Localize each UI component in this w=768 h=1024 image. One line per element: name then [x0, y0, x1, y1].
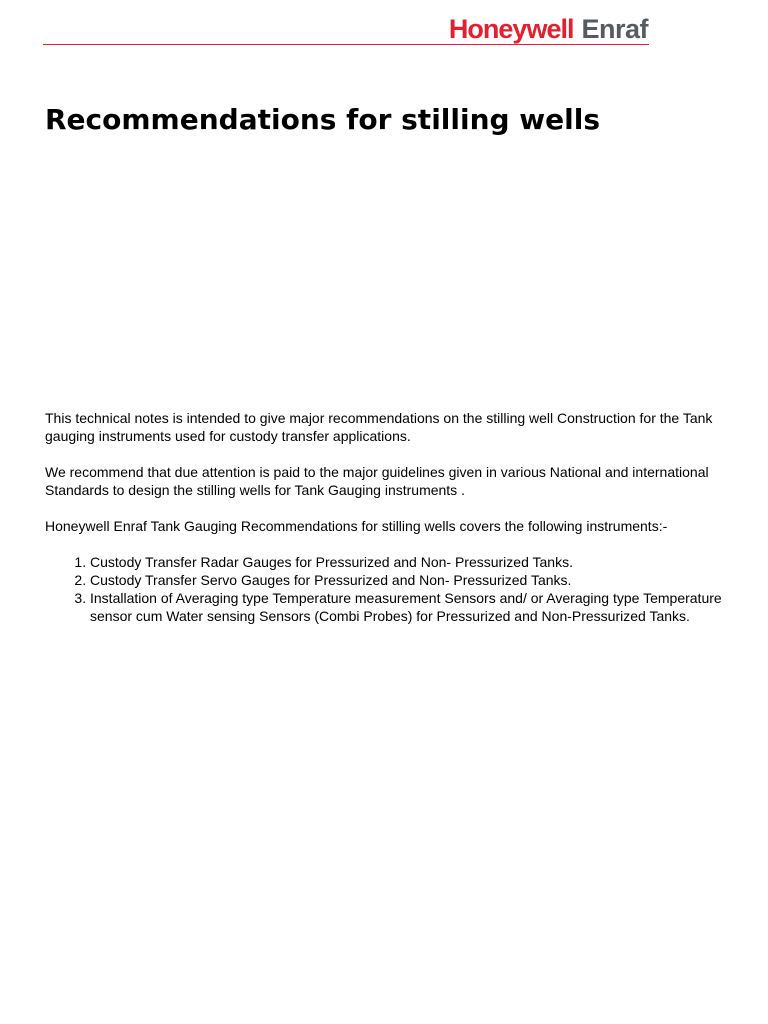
company-logo — [449, 14, 648, 44]
list-item: 3. Installation of Averaging type Temperature measurement Sensors and/ or Averaging type Temperature sensor cum Water sensing Sensors (Combi Probes) for Pressurized and Non-Pressurized Tanks. — [90, 589, 725, 625]
document-title: Recommendations for stilling wells — [45, 103, 601, 136]
logo-brand-text: Honeywell — [448, 14, 574, 44]
intro-paragraph: This technical notes is intended to give major recommendations on the stilling well Construction for the Tank gauging instruments used for custody transfer applications. — [45, 410, 713, 444]
list-item: 1. Custody Transfer Radar Gauges for Pressurized and Non- Pressurized Tanks. — [90, 553, 725, 571]
page-header — [0, 0, 768, 50]
document-body — [45, 409, 725, 625]
standards-paragraph: We recommend that due attention is paid to the major guidelines given in various National and international Standards to design the stilling wells for Tank Gauging instruments . — [45, 464, 709, 498]
list-item: 2. Custody Transfer Servo Gauges for Pressurized and Non- Pressurized Tanks. — [90, 571, 725, 589]
logo-sub-text: Enraf — [581, 14, 648, 44]
instruments-paragraph: Honeywell Enraf Tank Gauging Recommendations for stilling wells covers the following instruments:- — [45, 518, 668, 534]
header-divider — [43, 44, 649, 45]
instrument-list — [45, 553, 725, 625]
